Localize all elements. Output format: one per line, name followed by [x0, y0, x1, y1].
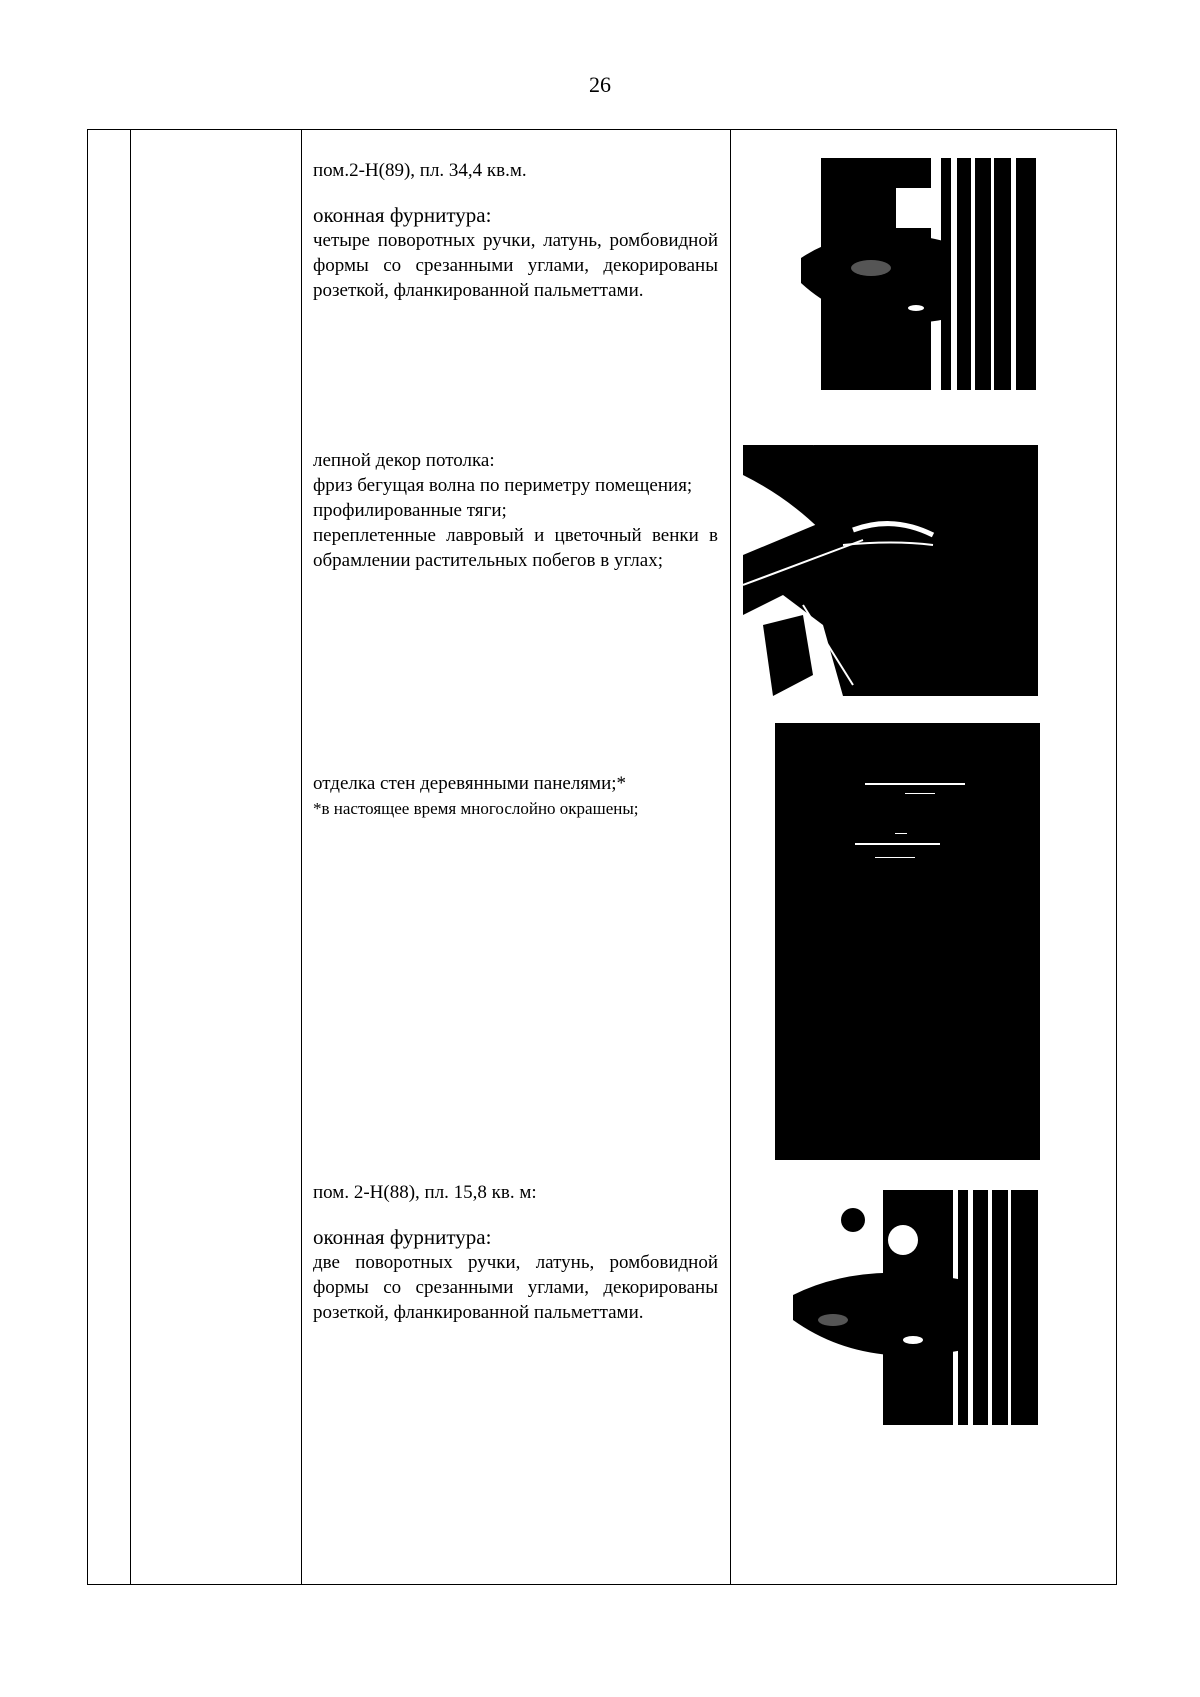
ceiling-molding-photo: [743, 445, 1038, 696]
room-title: пом. 2-Н(88), пл. 15,8 кв. м:: [313, 1182, 537, 1203]
window-handle-photo: [801, 158, 1036, 390]
column-divider: [730, 130, 731, 1584]
column-divider: [130, 130, 131, 1584]
section-title: оконная фурнитура:: [313, 203, 492, 227]
list-item: фриз бегущая волна по периметру помещения;: [313, 475, 693, 496]
list-item: переплетенные лавровый и цветочный венки в обрамлении растительных побегов в углах;: [313, 525, 718, 571]
section-description: две поворотных ручки, латунь, ромбовидной формы со срезанными углами, декорированы розеткой, фланкированной пальметтами.: [313, 1252, 718, 1323]
inventory-table: [87, 129, 1117, 1585]
entry-ceiling-decor: [313, 448, 718, 573]
section-title: оконная фурнитура:: [313, 1225, 492, 1249]
section-title: отделка стен деревянными панелями;*: [313, 773, 627, 794]
wall-panel-photo: [775, 723, 1040, 1160]
window-handle-photo: [793, 1190, 1038, 1425]
entry-room-89: [313, 158, 718, 303]
page-number: 26: [589, 72, 611, 97]
entry-room-88: [313, 1180, 718, 1325]
list-item: профилированные тяги;: [313, 500, 507, 521]
footnote: *в настоящее время многослойно окрашены;: [313, 799, 639, 818]
room-title: пом.2-Н(89), пл. 34,4 кв.м.: [313, 160, 527, 181]
section-title: лепной декор потолка:: [313, 450, 495, 471]
section-description: четыре поворотных ручки, латунь, ромбовидной формы со срезанными углами, декорированы розеткой, фланкированной пальметтами.: [313, 230, 718, 301]
column-divider: [301, 130, 302, 1584]
entry-wall-panels: [313, 771, 718, 821]
